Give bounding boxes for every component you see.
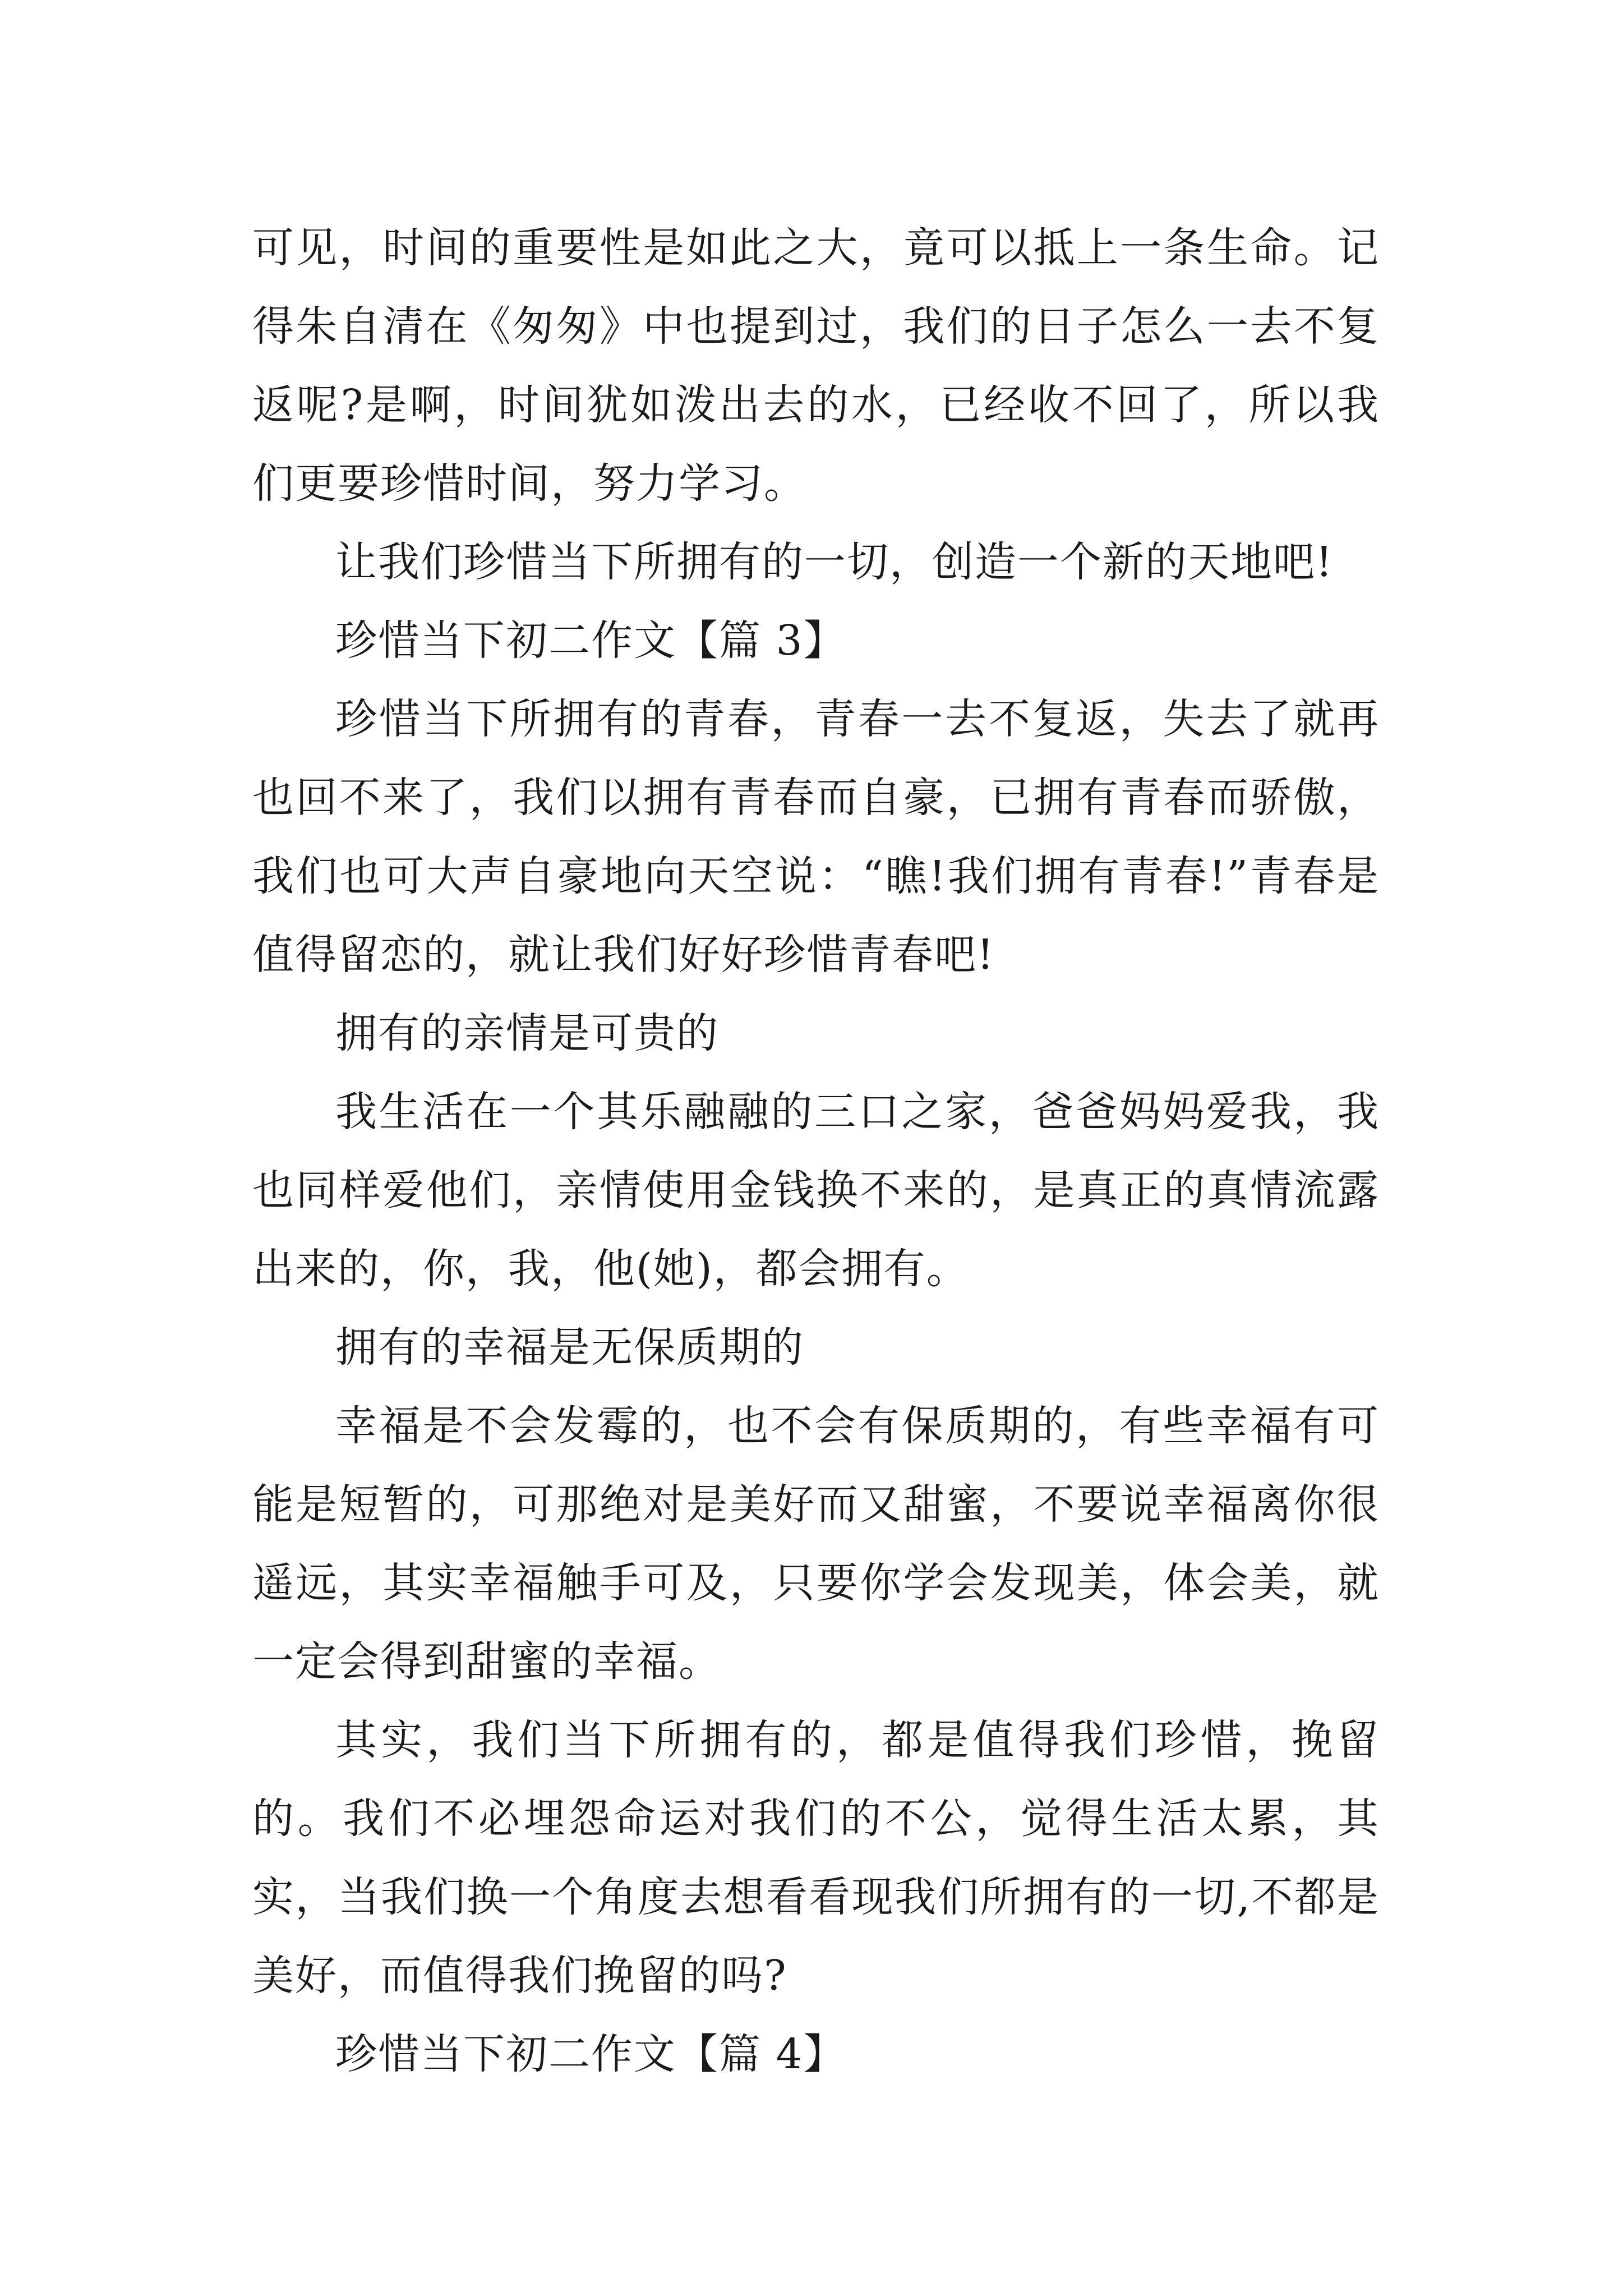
section-heading: 珍惜当下初二作文【篇 4】: [335, 2030, 846, 2078]
paragraph: 幸福是不会发霉的，也不会有保质期的，有些幸福有可能是短暂的，可那绝对是美好而又甜蜜，不要说幸福离你很遥远，其实幸福触手可及，只要你学会发现美，体会美，就一定会得到甜蜜的幸福。: [252, 1402, 1380, 1686]
paragraph: 我生活在一个其乐融融的三口之家，爸爸妈妈爱我，我也同样爱他们，亲情使用金钱换不来的，是真正的真情流露出来的，你，我，他(她)，都会拥有。: [252, 1088, 1380, 1293]
subheading: 拥有的幸福是无保质期的: [335, 1323, 804, 1372]
document-body: [252, 209, 1380, 2093]
paragraph: 珍惜当下所拥有的青春，青春一去不复返，失去了就再也回不来了，我们以拥有青春而自豪，已拥有青春而骄傲，我们也可大声自豪地向天空说：“瞧!我们拥有青春!”青春是值得留恋的，就让我们好好珍惜青春吧!: [252, 695, 1380, 979]
section-heading: 珍惜当下初二作文【篇 3】: [335, 616, 846, 665]
paragraph: 其实，我们当下所拥有的，都是值得我们珍惜，挽留的。我们不必埋怨命运对我们的不公，觉得生活太累，其实，当我们换一个角度去想看看现我们所拥有的一切,不都是美好，而值得我们挽留的吗?: [252, 1716, 1380, 2000]
paragraph-continuation: 可见，时间的重要性是如此之大，竟可以抵上一条生命。记得朱自清在《匆匆》中也提到过，我们的日子怎么一去不复返呢?是啊，时间犹如泼出去的水，已经收不回了，所以我们更要珍惜时间，努力学习。: [252, 224, 1380, 508]
paragraph: 让我们珍惜当下所拥有的一切，创造一个新的天地吧!: [335, 538, 1334, 586]
subheading: 拥有的亲情是可贵的: [335, 1009, 719, 1057]
